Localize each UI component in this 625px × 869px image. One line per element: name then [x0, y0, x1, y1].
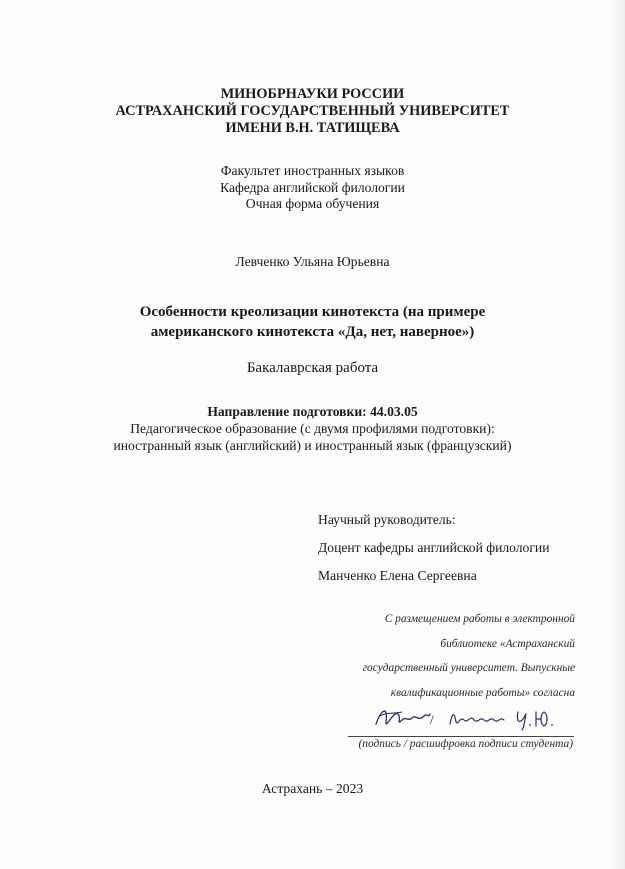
- faculty-name: Факультет иностранных языков: [220, 163, 405, 178]
- handwritten-signature: [372, 702, 432, 732]
- signature-separator: /: [430, 712, 434, 727]
- consent-line2: библиотеке «Астраханский: [440, 638, 575, 650]
- direction-description-line2: иностранный язык (английский) и иностранный язык (французский): [113, 438, 512, 453]
- study-form: Очная форма обучения: [245, 196, 380, 211]
- thesis-title-line1: Особенности креолизации кинотекста (на примере: [139, 304, 486, 320]
- university-name: АСТРАХАНСКИЙ ГОСУДАРСТВЕННЫЙ УНИВЕРСИТЕТ: [115, 103, 510, 119]
- city-year: Астрахань – 2023: [261, 781, 364, 796]
- signature-caption: (подпись / расшифровка подписи студента): [358, 738, 573, 750]
- consent-line4: квалификационные работы» согласна: [390, 687, 575, 699]
- supervisor-position: Доцент кафедры английской филологии: [318, 540, 550, 555]
- handwritten-name: [446, 702, 566, 732]
- direction-heading: Направление подготовки: 44.03.05: [207, 404, 418, 419]
- author-name: Левченко Ульяна Юрьевна: [235, 254, 390, 269]
- supervisor-name: Манченко Елена Сергеевна: [318, 568, 477, 583]
- supervisor-label: Научный руководитель:: [318, 512, 456, 527]
- work-type: Бакалаврская работа: [246, 360, 379, 376]
- department-name: Кафедра английской филологии: [220, 180, 405, 195]
- university-name-line2: ИМЕНИ В.Н. ТАТИЩЕВА: [225, 120, 400, 136]
- consent-line1: С размещением работы в электронной: [384, 613, 575, 625]
- thesis-title-line2: американского кинотекста «Да, нет, наверное»): [150, 324, 475, 340]
- ministry-name: МИНОБРНАУКИ РОССИИ: [220, 86, 405, 102]
- direction-description-line1: Педагогическое образование (с двумя профилями подготовки):: [130, 421, 495, 436]
- consent-line3: государственный университет. Выпускные: [362, 662, 575, 674]
